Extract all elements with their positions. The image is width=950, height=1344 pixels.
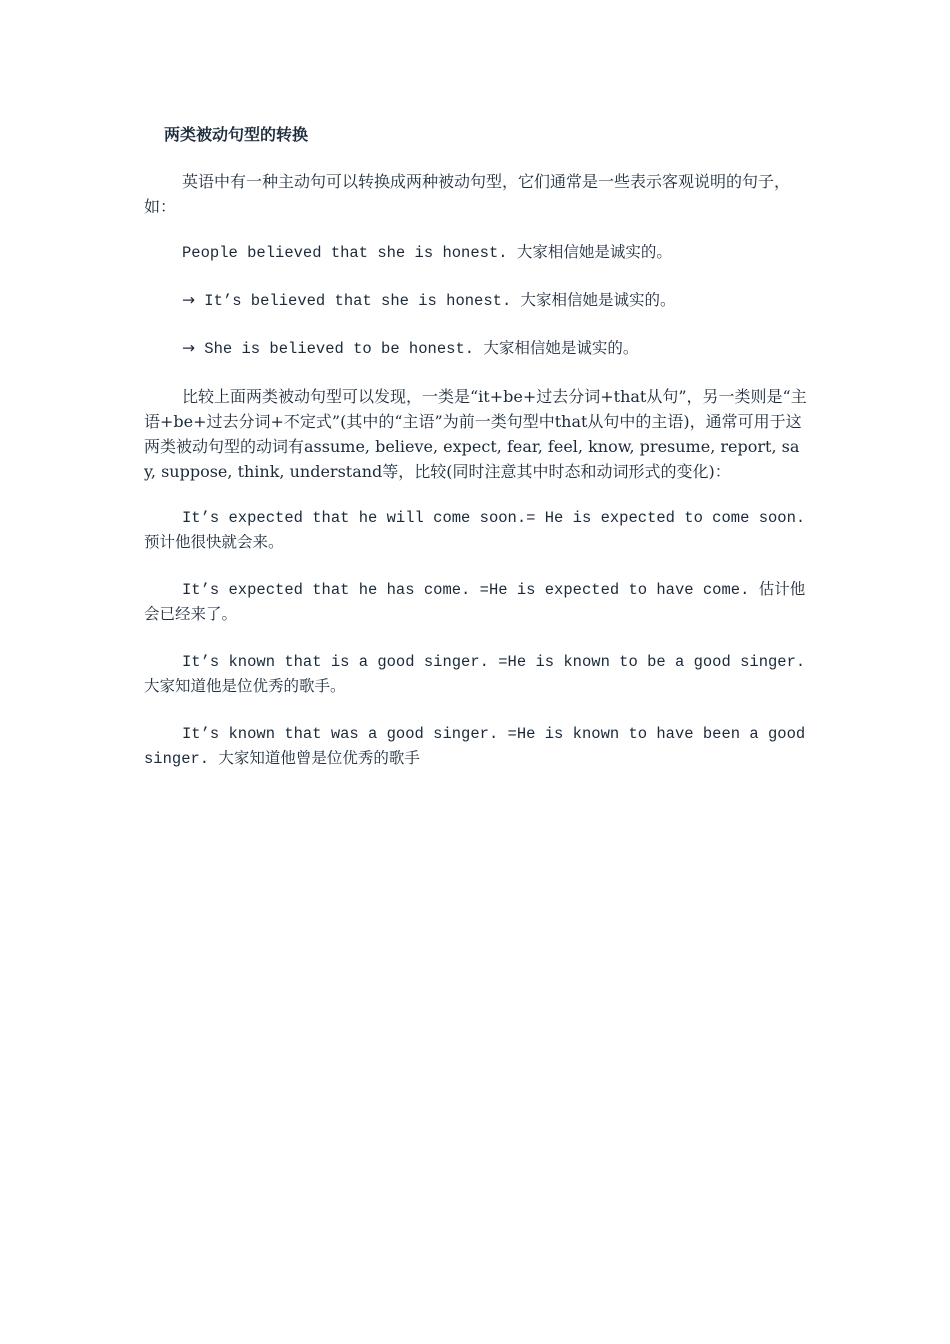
intro-paragraph: 英语中有一种主动句可以转换成两种被动句型，它们通常是一些表示客观说明的句子，如： — [144, 172, 791, 216]
example-it-passive — [144, 288, 809, 314]
right-arrow-icon: → — [182, 291, 195, 309]
comparison-paragraph: 比较上面两类被动句型可以发现，一类是“it+be+过去分词+that从句”，另一类则是“主语+be+过去分词+不定式”(其中的“主语”为前一类句型中that从句中的主语)，通常可用于这两类被动句型的动词有assume, believe, expect, fear, feel, know, presume, report, say, suppose, think, understand等，比较(同时注意其中时态和动词形式的变化)： — [144, 387, 807, 481]
example-known-past: It’s known that was a good singer. =He is known to have been a good singer. 大家知道他曾是位优秀的歌手 — [144, 725, 806, 768]
example-active-sentence: People believed that she is honest. 大家相信她是诚实的。 — [182, 244, 672, 262]
document-title: 两类被动句型的转换 — [164, 125, 309, 144]
example-expected-perfect: It’s expected that he has come. =He is expected to have come. 估计他会已经来了。 — [144, 581, 806, 624]
right-arrow-icon: → — [182, 339, 195, 357]
example-known-present: It’s known that is a good singer. =He is known to be a good singer. 大家知道他是位优秀的歌手。 — [144, 653, 806, 696]
example-expected-future: It’s expected that he will come soon.= He is expected to come soon. 预计他很快就会来。 — [144, 509, 806, 552]
example-subject-passive — [144, 336, 809, 362]
document-body — [144, 122, 809, 794]
example-it-passive-text: It’s believed that she is honest. 大家相信她是诚实的。 — [195, 292, 676, 310]
example-subject-passive-text: She is believed to be honest. 大家相信她是诚实的。 — [195, 340, 639, 358]
